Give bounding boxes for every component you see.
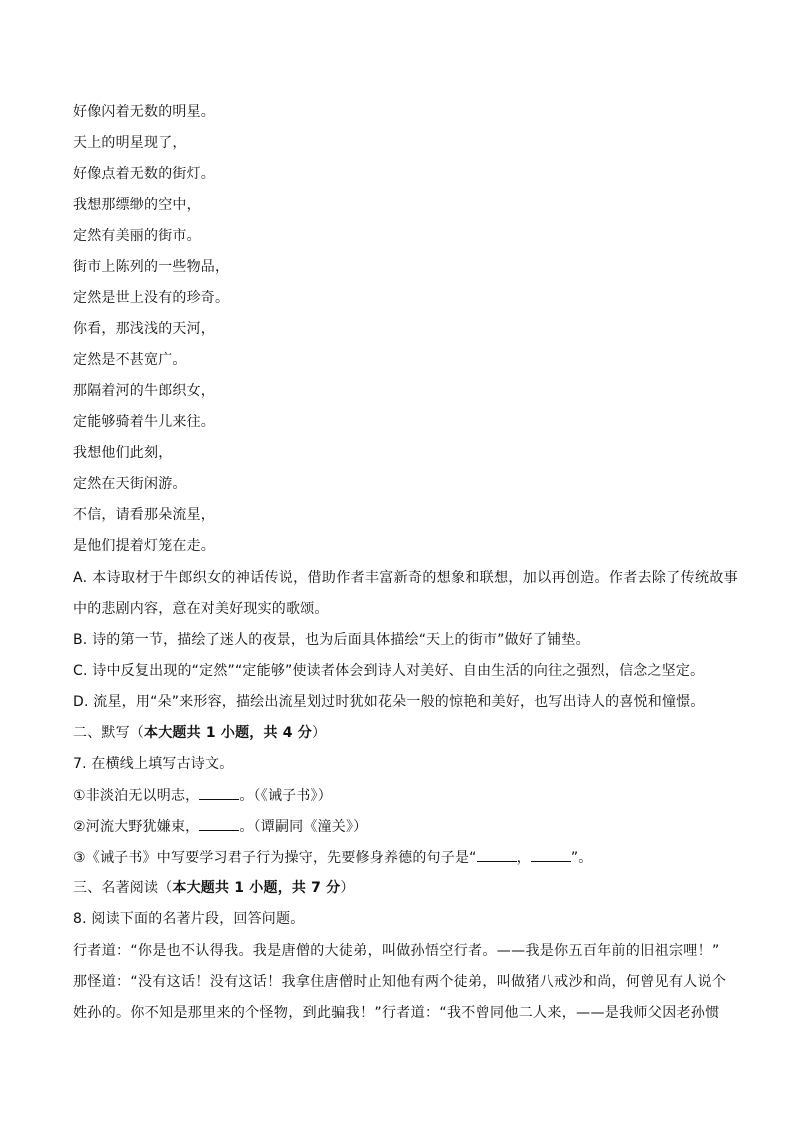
option-b: B. 诗的第一节，描绘了迷人的夜景，也为后面具体描绘“天上的街市”做好了铺垫。: [73, 632, 590, 648]
poem-line: 定能够骑着牛儿来往。: [73, 414, 215, 430]
section-3-prefix: 三、名著阅读（: [73, 880, 173, 896]
poem-line: 街市上陈列的一些物品，: [73, 259, 230, 275]
question-7-title: 7. 在横线上填写古诗文。: [73, 756, 234, 772]
poem-line: 不信，请看那朵流星，: [73, 507, 215, 523]
poem-line: 定然是不甚宽广。: [73, 352, 187, 368]
section-3-suffix: ）: [340, 880, 355, 896]
answer-blank[interactable]: [531, 847, 571, 862]
passage-line: 姓孙的。你不知是那里来的个怪物，到此骗我！”行者道：“我不曾同他二人来，——是我师父因老孙惯: [73, 1005, 720, 1021]
poem-line: 那隔着河的牛郎织女，: [73, 383, 215, 399]
answer-blank[interactable]: [199, 785, 239, 800]
section-2-suffix: ）: [311, 725, 327, 741]
question-7-item-2: [73, 816, 723, 837]
poem-line: 好像点着无数的街灯。: [73, 166, 215, 182]
poem-line: 定然是世上没有的珍奇。: [73, 290, 230, 306]
poem-line: 好像闪着无数的明星。: [73, 104, 215, 120]
option-d: D. 流星，用“朵”来形容，描绘出流星划过时犹如花朵一般的惊艳和美好，也写出诗人的喜悦和憧憬。: [73, 694, 705, 710]
poem-line: 定然在天街闲游。: [73, 476, 187, 492]
poem-line: 是他们提着灯笼在走。: [73, 538, 215, 554]
option-a-line2: 中的悲剧内容，意在对美好现实的歌颂。: [73, 601, 329, 617]
item-2-before: ②河流大野犹嫌束，: [73, 819, 200, 835]
poem-line: 天上的明星现了，: [73, 135, 187, 151]
item-3-separator: ，: [516, 850, 531, 866]
item-3-after: ”。: [570, 850, 593, 866]
item-1-after: 。（《诫子书》）: [239, 788, 332, 804]
section-3-bold: 本大题共 1 小题，共 7 分: [172, 880, 341, 896]
poem-line: 你看，那浅浅的天河，: [73, 321, 215, 337]
item-2-after: 。（谭嗣同《潼关》）: [239, 819, 368, 835]
passage-line: 那怪道：“没有这话！没有这话！我拿住唐僧时止知他有两个徒弟，叫做猪八戒沙和尚，何曾见有人说个: [73, 974, 727, 990]
section-2-prefix: 二、默写（: [73, 725, 144, 741]
item-3-before: ③《诫子书》中写要学习君子行为操守，先要修身养德的句子是“: [73, 850, 477, 866]
poem-line: 我想他们此刻，: [73, 445, 173, 461]
section-2-heading: [73, 723, 723, 743]
poem-line: 定然有美丽的街市。: [73, 228, 201, 244]
question-7-item-1: [73, 785, 723, 806]
item-1-before: ①非淡泊无以明志，: [73, 788, 200, 804]
question-8-title: 8. 阅读下面的名著片段，回答问题。: [73, 911, 305, 927]
option-a-line1: A. 本诗取材于牛郎织女的神话传说，借助作者丰富新奇的想象和联想，加以再创造。作者去除了传统故事: [73, 570, 739, 586]
passage-line: 行者道：“你是也不认得我。我是唐僧的大徒弟，叫做孙悟空行者。——我是你五百年前的旧祖宗哩！”: [73, 943, 720, 959]
answer-blank[interactable]: [477, 847, 517, 862]
section-2-bold: 本大题共 1 小题，共 4 分: [144, 725, 312, 741]
poem-line: 我想那缥缈的空中，: [73, 197, 201, 213]
answer-blank[interactable]: [199, 816, 239, 831]
section-3-heading: [73, 878, 723, 898]
option-c: C. 诗中反复出现的“定然”“定能够”使读者体会到诗人对美好、自由生活的向往之强烈，信念之坚定。: [73, 663, 705, 679]
question-7-item-3: [73, 847, 723, 868]
